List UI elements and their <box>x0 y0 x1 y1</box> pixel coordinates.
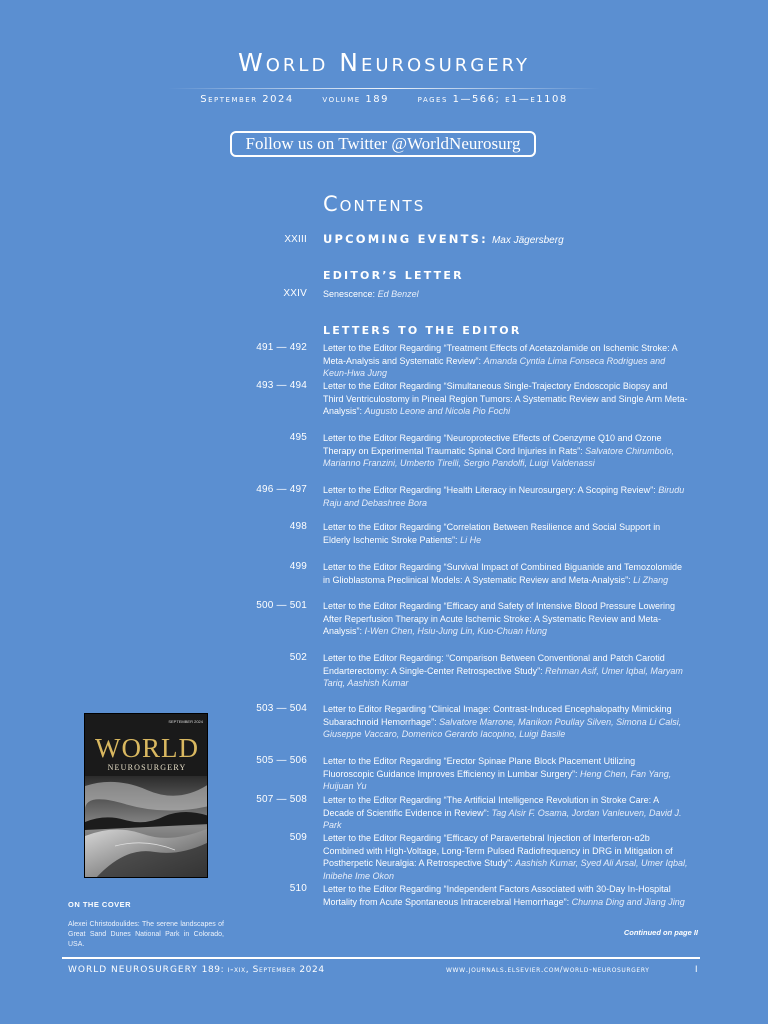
toc-entry-title: Letter to the Editor Regarding “Treatment Effects of Acetazolamide on Ischemic Stroke: A Meta-Analysis and Systematic Review”: <box>323 343 678 366</box>
toc-page-number: 507 — 508 <box>256 794 307 805</box>
toc-page-number: 498 <box>289 521 307 532</box>
toc-entry-text <box>323 288 688 301</box>
cover-neurosurgery-title: NEUROSURGERY <box>107 763 187 772</box>
cover-issue-date: SEPTEMBER 2024 <box>168 719 203 724</box>
toc-entry-authors: Li He <box>460 534 482 545</box>
page-range: pages 1—566; e1—e1108 <box>417 94 568 105</box>
toc-entry-title: Senescence: <box>323 289 376 299</box>
volume: volume 189 <box>322 94 389 105</box>
toc-page-number: 495 <box>289 432 307 443</box>
toc-entry-title: Letter to the Editor Regarding “Efficacy and Safety of Intensive Blood Pressure Lowering After Reperfusion Therapy in Acute Ischemic Stroke: A Systematic Review and Meta-Analysis”: <box>323 601 676 637</box>
toc-entry-text <box>323 600 688 638</box>
upcoming-events-heading <box>323 232 564 246</box>
cover-caption: Alexei Christodoulides: The serene landscapes of Great Sand Dunes National Park in Colorado, USA. <box>68 921 224 948</box>
twitter-follow-link[interactable]: Follow us on Twitter @WorldNeurosurg <box>230 131 536 157</box>
on-the-cover-label: ON THE COVER <box>68 900 132 909</box>
toc-entry-title: Letter to the Editor Regarding “Erector Spinae Plane Block Placement Utilizing Fluoroscopic Guidance Improves Efficiency in Lumbar Surgery”: <box>323 756 636 779</box>
toc-page-number: 500 — 501 <box>256 600 307 611</box>
toc-entry-title: Letter to the Editor Regarding “Efficacy of Paravertebral Injection of Interferon-α2b Combined with High-Voltage, Long-Term Pulsed Radiofrequency in DRG in Mitigation of Postherpetic Neuralgia: A Retrospective Study”: <box>323 833 673 869</box>
footer-journal: WORLD NEUROSURGERY <box>68 965 198 975</box>
toc-page-number: XXIV <box>283 288 307 299</box>
footer-url[interactable]: www.journals.elsevier.com/world-neurosurgery <box>446 965 650 974</box>
upcoming-events-authors: Max Jägersberg <box>491 235 564 246</box>
toc-entry-text <box>323 432 688 470</box>
toc-entry-authors: Tag Alsir F. Osama, Jordan Vanleuven, David J. Park <box>323 807 682 831</box>
toc-page-number: 510 <box>289 883 307 894</box>
cover-top-strip <box>91 719 203 725</box>
footer-issue: 189: i-xix, September 2024 <box>201 965 325 975</box>
toc-page-number: 493 — 494 <box>256 380 307 391</box>
toc-entry-title: Letter to the Editor Regarding “Simultaneous Single-Trajectory Endoscopic Biopsy and Third Ventriculostomy in Pineal Region Tumors: A Systematic Review and Single Arm Meta-Analysis”: <box>323 381 688 417</box>
letters-heading: LETTERS TO THE EDITOR <box>323 324 522 337</box>
toc-entry-text <box>323 755 688 793</box>
toc-page-number: 502 <box>289 652 307 663</box>
toc-entry-authors: Birudu Raju and Debashree Bora <box>323 485 685 508</box>
toc-entry-title: Letter to the Editor Regarding “Correlation Between Resilience and Social Support in Elderly Ischemic Stroke Patients”: <box>323 522 661 545</box>
toc-entry-title: Letter to Editor Regarding “Clinical Image: Contrast-Induced Encephalopathy Mimicking Subarachnoid Hemorrhage”: <box>323 704 672 727</box>
toc-entry-title: Letter to the Editor Regarding “Health Literacy in Neurosurgery: A Scoping Review”: <box>323 485 656 495</box>
footer-page-number: I <box>695 964 698 974</box>
toc-page-number: 503 — 504 <box>256 703 307 714</box>
toc-entry-authors: Rehman Asif, Umer Iqbal, Maryam Tariq, Aashish Kumar <box>323 665 683 689</box>
toc-entry-title: Letter to the Editor Regarding “The Artificial Intelligence Revolution in Stroke Care: A Decade of Scientific Evidence in Review”: <box>323 795 659 818</box>
footer-rule <box>62 957 700 959</box>
toc-entry-text <box>323 794 688 832</box>
toc-entry-authors: Amanda Cyntia Lima Fonseca Rodrigues and Keun-Hwa Jung <box>323 355 666 379</box>
toc-entry-authors: Chunna Ding and Jiang Jing <box>571 896 685 907</box>
toc-entry-text <box>323 521 688 546</box>
continued-note: Continued on page II <box>623 928 698 937</box>
cover-world-title: WORLD <box>95 733 199 763</box>
cover-thumbnail[interactable] <box>84 713 208 878</box>
toc-entry-text <box>323 832 688 883</box>
title-rule <box>168 88 600 89</box>
toc-page-number: 499 <box>289 561 307 572</box>
cover-dunes-photo <box>85 776 208 878</box>
toc-page-number: XXIII <box>284 234 307 245</box>
toc-entry-text <box>323 561 688 586</box>
toc-entry-text <box>323 380 688 418</box>
toc-entry-text <box>323 652 688 690</box>
contents-title: Contents <box>323 192 426 216</box>
toc-page-number: 496 — 497 <box>256 484 307 495</box>
toc-entry-authors: Heng Chen, Fan Yang, Huijuan Yu <box>323 768 672 792</box>
toc-entry-text <box>323 703 688 741</box>
toc-entry-authors: Ed Benzel <box>377 289 419 299</box>
footer-citation <box>68 965 325 975</box>
toc-entry-title: Letter to the Editor Regarding: “Comparison Between Conventional and Patch Carotid Endarterectomy: A Single-Center Retrospective Study”: <box>323 653 665 676</box>
toc-entry-authors: Salvatore Marrone, Manikon Poullay Silven, Simona Li Calsi, Giuseppe Vaccaro, Domenico Gerardo Iacopino, Luigi Basile <box>323 716 682 740</box>
toc-entry-authors: Aashish Kumar, Syed Ali Arsal, Umer Iqbal, Inibehe Ime Okon <box>323 858 688 882</box>
journal-title: World Neurosurgery <box>238 48 530 77</box>
issue-line <box>0 94 768 105</box>
toc-page-number: 491 — 492 <box>256 342 307 353</box>
toc-entry-text <box>323 883 688 908</box>
toc-entry-authors: I-Wen Chen, Hsiu-Jung Lin, Kuo-Chuan Hung <box>364 626 547 637</box>
issue-date: September 2024 <box>200 94 294 105</box>
section-heading-label: UPCOMING EVENTS: <box>323 232 488 246</box>
toc-entry-title: Letter to the Editor Regarding “Independent Factors Associated with 30-Day In-Hospital Mortality from Acute Spontaneous Intracerebral Hemorrhage”: <box>323 884 671 907</box>
toc-page-number: 505 — 506 <box>256 755 307 766</box>
toc-entry-authors: Salvatore Chirumbolo, Marianno Franzini, Umberto Tirelli, Sergio Pandolfi, Luigi Valdenassi <box>323 445 675 469</box>
toc-page-number: 509 <box>289 832 307 843</box>
toc-entry-text <box>323 484 688 509</box>
toc-entry-title: Letter to the Editor Regarding “Survival Impact of Combined Biguanide and Temozolomide in Glioblastoma Preclinical Models: A Systematic Review and Meta-Analysis”: <box>323 562 683 585</box>
editors-letter-heading: EDITOR’S LETTER <box>323 269 464 282</box>
toc-entry-authors: Li Zhang <box>633 574 669 585</box>
toc-entry-text <box>323 342 688 380</box>
toc-entry-title: Letter to the Editor Regarding “Neuroprotective Effects of Coenzyme Q10 and Ozone Therapy on Experimental Traumatic Spinal Cord Injuries in Rats”: <box>323 433 662 456</box>
toc-entry-authors: Augusto Leone and Nicola Pio Fochi <box>364 406 511 417</box>
